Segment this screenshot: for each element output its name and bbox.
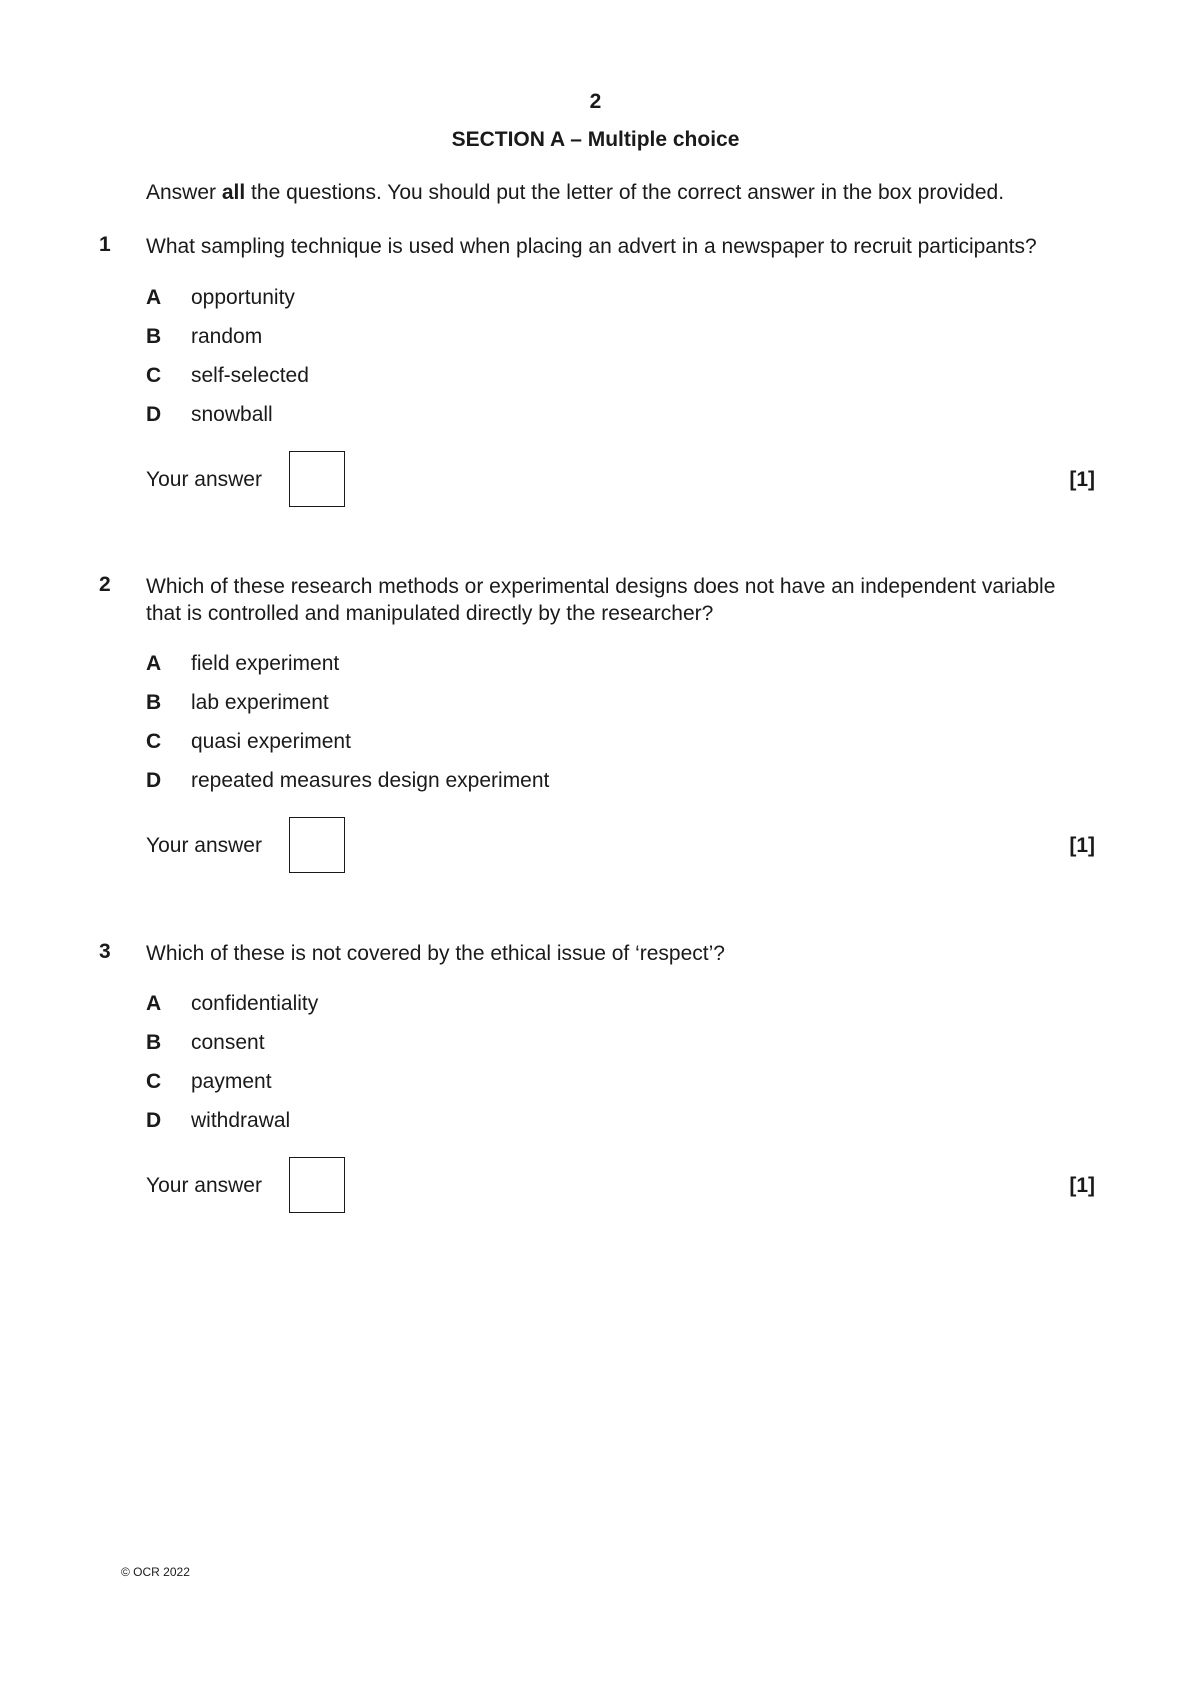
answer-label: Your answer <box>146 834 262 857</box>
option-letter: A <box>146 992 162 1015</box>
question-number: 3 <box>99 940 111 963</box>
option-text: payment <box>191 1070 272 1093</box>
section-title: SECTION A – Multiple choice <box>451 128 740 151</box>
option-text: opportunity <box>191 286 295 309</box>
option-letter: C <box>146 364 162 387</box>
option-letter: B <box>146 1031 162 1054</box>
option-text: self-selected <box>191 364 309 387</box>
option-text: field experiment <box>191 652 340 675</box>
option-letter: D <box>146 403 162 426</box>
option-letter: C <box>146 1070 162 1093</box>
option-text: quasi experiment <box>191 730 351 753</box>
option-text: random <box>191 325 263 348</box>
option-text: consent <box>191 1031 265 1054</box>
question-text: Which of these is not covered by the ethical issue of ‘respect’? <box>146 942 725 965</box>
option-text: lab experiment <box>191 691 329 714</box>
question-text <box>146 573 1106 627</box>
option-text: confidentiality <box>191 992 319 1015</box>
answer-label: Your answer <box>146 1174 262 1197</box>
option-text: repeated measures design experiment <box>191 769 550 792</box>
option-letter: B <box>146 325 162 348</box>
option-letter: D <box>146 769 162 792</box>
question-number: 1 <box>99 233 111 256</box>
answer-box-q1[interactable] <box>289 451 345 507</box>
option-letter: C <box>146 730 162 753</box>
page-number: 2 <box>589 90 602 113</box>
question-number: 2 <box>99 573 111 596</box>
option-letter: B <box>146 691 162 714</box>
answer-box-q3[interactable] <box>289 1157 345 1213</box>
instructions-text-start: Answer <box>146 181 222 204</box>
copyright-footer: © OCR 2022 <box>121 1565 190 1579</box>
marks-label: [1] <box>1069 468 1095 491</box>
question-text-line: Which of these research methods or experimental designs does not have an independent variable <box>146 575 1056 598</box>
instructions <box>146 181 1004 205</box>
option-text: withdrawal <box>191 1109 291 1132</box>
option-letter: A <box>146 652 162 675</box>
option-text: snowball <box>191 403 273 426</box>
instructions-emphasis: all <box>221 181 246 204</box>
question-text: What sampling technique is used when placing an advert in a newspaper to recruit participants? <box>146 235 1037 258</box>
answer-box-q2[interactable] <box>289 817 345 873</box>
option-letter: D <box>146 1109 162 1132</box>
marks-label: [1] <box>1069 1174 1095 1197</box>
question-text-line: that is controlled and manipulated directly by the researcher? <box>146 602 714 625</box>
option-letter: A <box>146 286 162 309</box>
instructions-text-end: the questions. You should put the letter of the correct answer in the box provided. <box>245 181 1005 204</box>
answer-label: Your answer <box>146 468 262 491</box>
marks-label: [1] <box>1069 834 1095 857</box>
